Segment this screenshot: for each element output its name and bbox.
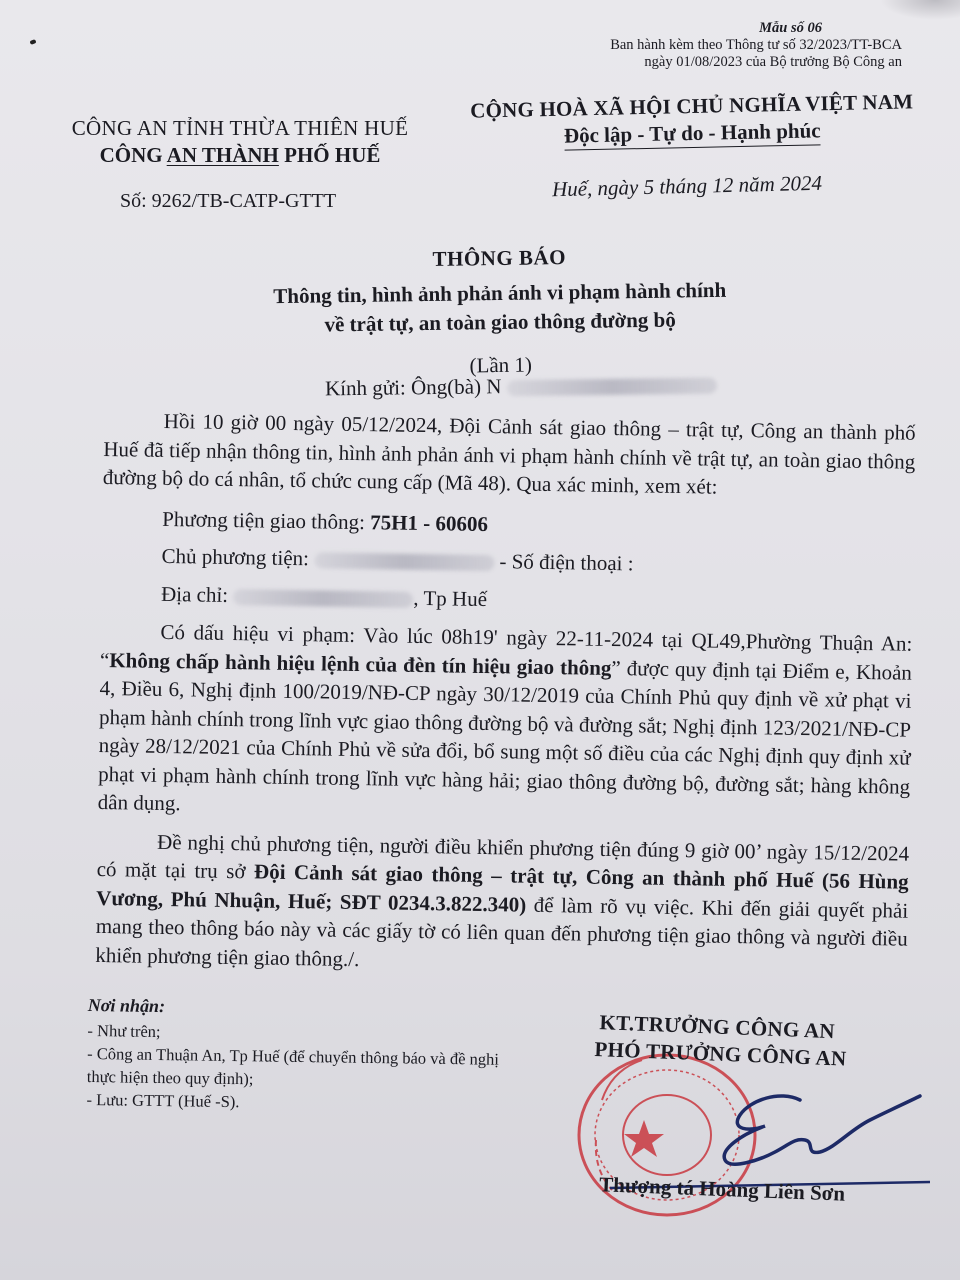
ink-mark	[29, 39, 36, 45]
request-details: để làm rõ vụ việc. Khi đến giải quyết phải mang theo thông báo này và các giấy tờ có liên quan đến phương tiện giao thông và người điều khiển phương tiện giao thông./.	[95, 892, 909, 971]
title-subtitle-line1: Thông tin, hình ảnh phản ánh vi phạm hành chính	[273, 277, 727, 309]
license-plate: 75H1 - 60606	[370, 509, 489, 536]
request-intro: Đề nghị chủ phương tiện, người điều khiển phương tiện đúng 9 giờ 00’ ngày 15/12/2024 có mặt tại trụ sở	[96, 829, 910, 884]
title-main: THÔNG BÁO	[432, 245, 567, 271]
recipient-item: - Như trên;	[87, 1020, 161, 1042]
owner-line	[101, 541, 913, 582]
signer-name: Thượng tá Hoàng Liên Sơn	[598, 1172, 846, 1206]
addressee-line	[325, 372, 717, 402]
issuing-organization	[50, 143, 430, 168]
document-number: Số: 9262/TB-CATP-GTTT	[120, 190, 337, 212]
redacted-owner	[314, 553, 494, 572]
violation-paragraph	[98, 617, 913, 829]
redacted-address	[233, 589, 413, 608]
page-corner-shadow	[880, 0, 960, 20]
request-office: Đội Cảnh sát giao thông – trật tự, Công an thành phố Huế (56 Hùng Vương, Phú Nhuận, Huế; SĐT 0234.3.822.340)	[96, 859, 909, 917]
recipients-heading: Nơi nhận:	[87, 994, 166, 1017]
form-reference	[562, 20, 902, 71]
form-code: Mẫu số 06	[759, 20, 822, 36]
form-issuing-line: Ban hành kèm theo Thông tư số 32/2023/TT-BCA	[610, 37, 902, 53]
signature-block	[589, 1010, 926, 1210]
document-title	[169, 241, 831, 382]
vehicle-label: Phương tiện giao thông:	[162, 506, 371, 534]
owner-label: Chủ phương tiện:	[161, 543, 315, 571]
notice-body	[95, 406, 916, 982]
intro-paragraph: Hồi 10 giờ 00 ngày 05/12/2024, Đội Cảnh sát giao thông – trật tự, Công an thành phố Huế đã tiếp nhận thông tin, hình ảnh phản ánh vi phạm hành chính về trật tự, an toàn giao thông đường bộ do cá nhân, tổ chức cung cấp (Mã 48). Qua xác minh, xem xét:	[102, 408, 916, 499]
violation-intro: Có dấu hiệu vi phạm: Vào lúc 08h19' ngày 22-11-2024 tại QL49,Phường Thuận An: “	[99, 619, 913, 672]
recipient-item: - Lưu: GTTT (Huế -S).	[86, 1089, 240, 1112]
document-date: Huế, ngày 5 tháng 12 năm 2024	[551, 170, 823, 202]
national-motto: Độc lập - Tự do - Hạnh phúc	[564, 118, 821, 150]
national-heading	[451, 89, 932, 153]
title-subtitle-line2: về trật tự, an toàn giao thông đường bộ	[324, 307, 676, 337]
addressee-label: Kính gửi: Ông(bà) N	[324, 374, 502, 401]
address-label: Địa chỉ:	[160, 581, 234, 607]
nation-name: CỘNG HOÀ XÃ HỘI CHỦ NGHĨA VIỆT NAM	[469, 89, 914, 123]
vehicle-line	[102, 503, 914, 544]
address-city: , Tp Huế	[413, 585, 488, 611]
signer-title: PHÓ TRƯỞNG CÔNG AN	[594, 1036, 847, 1071]
redacted-name	[507, 378, 717, 397]
org-name-underlined: AN THÀNH	[166, 143, 279, 167]
recipient-item: - Công an Thuận An, Tp Huế (để chuyển thông báo và đề nghị thực hiện theo quy định);	[86, 1043, 500, 1089]
violation-legal-basis: ” được quy định tại Điểm e, Khoản 4, Điều 6, Nghị định 100/2019/NĐ-CP ngày 30/12/2019 của Chính Phủ quy định về xử phạt vi phạm hành chính trong lĩnh vực giao thông đường bộ và đường sắt; Nghị định 123/2021/NĐ-CP ngày 28/12/2021 của Chính Phủ về sửa đổi, bổ sung một số điều của các Nghị định quy định xử phạt vi phạm hành chính trong lĩnh vực hàng hải; giao thông đường bộ, đường sắt; hàng không dân dụng.	[97, 655, 913, 816]
request-paragraph	[95, 826, 909, 981]
address-line	[101, 578, 913, 619]
phone-label: - Số điện thoại :	[494, 549, 634, 576]
org-name-start: CÔNG	[99, 143, 167, 167]
violation-description: Không chấp hành hiệu lệnh của đèn tín hiệu giao thông	[109, 647, 612, 680]
signer-authority: KT.TRƯỞNG CÔNG AN	[599, 1010, 836, 1044]
notice-attempt: (Lần 1)	[469, 352, 533, 378]
issuing-authority	[50, 116, 430, 168]
org-name-end: PHỐ HUẾ	[278, 143, 381, 167]
recipients-list	[86, 994, 528, 1117]
form-date-line: ngày 01/08/2023 của Bộ trưởng Bộ Công an	[644, 54, 902, 70]
parent-organization: CÔNG AN TỈNH THỪA THIÊN HUẾ	[71, 116, 409, 140]
